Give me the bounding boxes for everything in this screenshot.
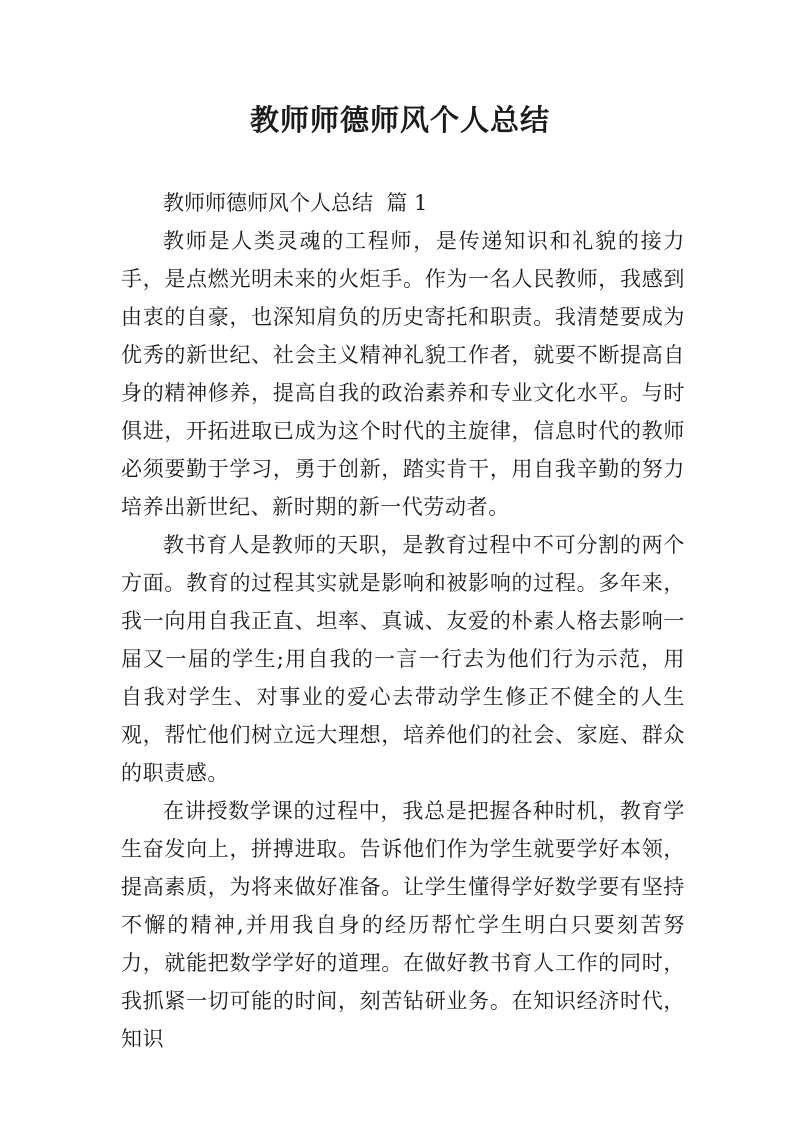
section-heading: 教师师德师风个人总结 篇 1 xyxy=(163,191,428,215)
document-body xyxy=(121,184,685,1058)
document-title: 教师师德师风个人总结 xyxy=(249,103,550,137)
paragraph-2: 教书育人是教师的天职，是教育过程中不可分割的两个方面。教育的过程其实就是影响和被影响的过程。多年来，我一向用自我正直、坦率、真诚、友爱的朴素人格去影响一届又一届的学生;用自我的一言一行去为他们行为示范，用自我对学生、对事业的爱心去带动学生修正不健全的人生观，帮忙他们树立远大理想，培养他们的社会、家庭、群众的职责感。 xyxy=(121,533,685,785)
paragraph-1: 教师是人类灵魂的工程师，是传递知识和礼貌的接力手，是点燃光明未来的火炬手。作为一名人民教师，我感到由衷的自豪，也深知肩负的历史寄托和职责。我清楚要成为优秀的新世纪、社会主义精神礼貌工作者，就要不断提高自身的精神修养，提高自我的政治素养和专业文化水平。与时俱进，开拓进取已成为这个时代的主旋律，信息时代的教师必须要勤于学习，勇于创新，踏实肯干，用自我辛勤的努力培养出新世纪、新时期的新一代劳动者。 xyxy=(121,229,685,519)
paragraph-3: 在讲授数学课的过程中，我总是把握各种时机，教育学生奋发向上，拼搏进取。告诉他们作为学生就要学好本领，提高素质，为将来做好准备。让学生懂得学好数学要有坚持不懈的精神,并用我自身的经历帮忙学生明白只要刻苦努力，就能把数学学好的道理。在做好教书育人工作的同时，我抓紧一切可能的时间，刻苦钻研业务。在知识经济时代，知识 xyxy=(121,799,685,1051)
